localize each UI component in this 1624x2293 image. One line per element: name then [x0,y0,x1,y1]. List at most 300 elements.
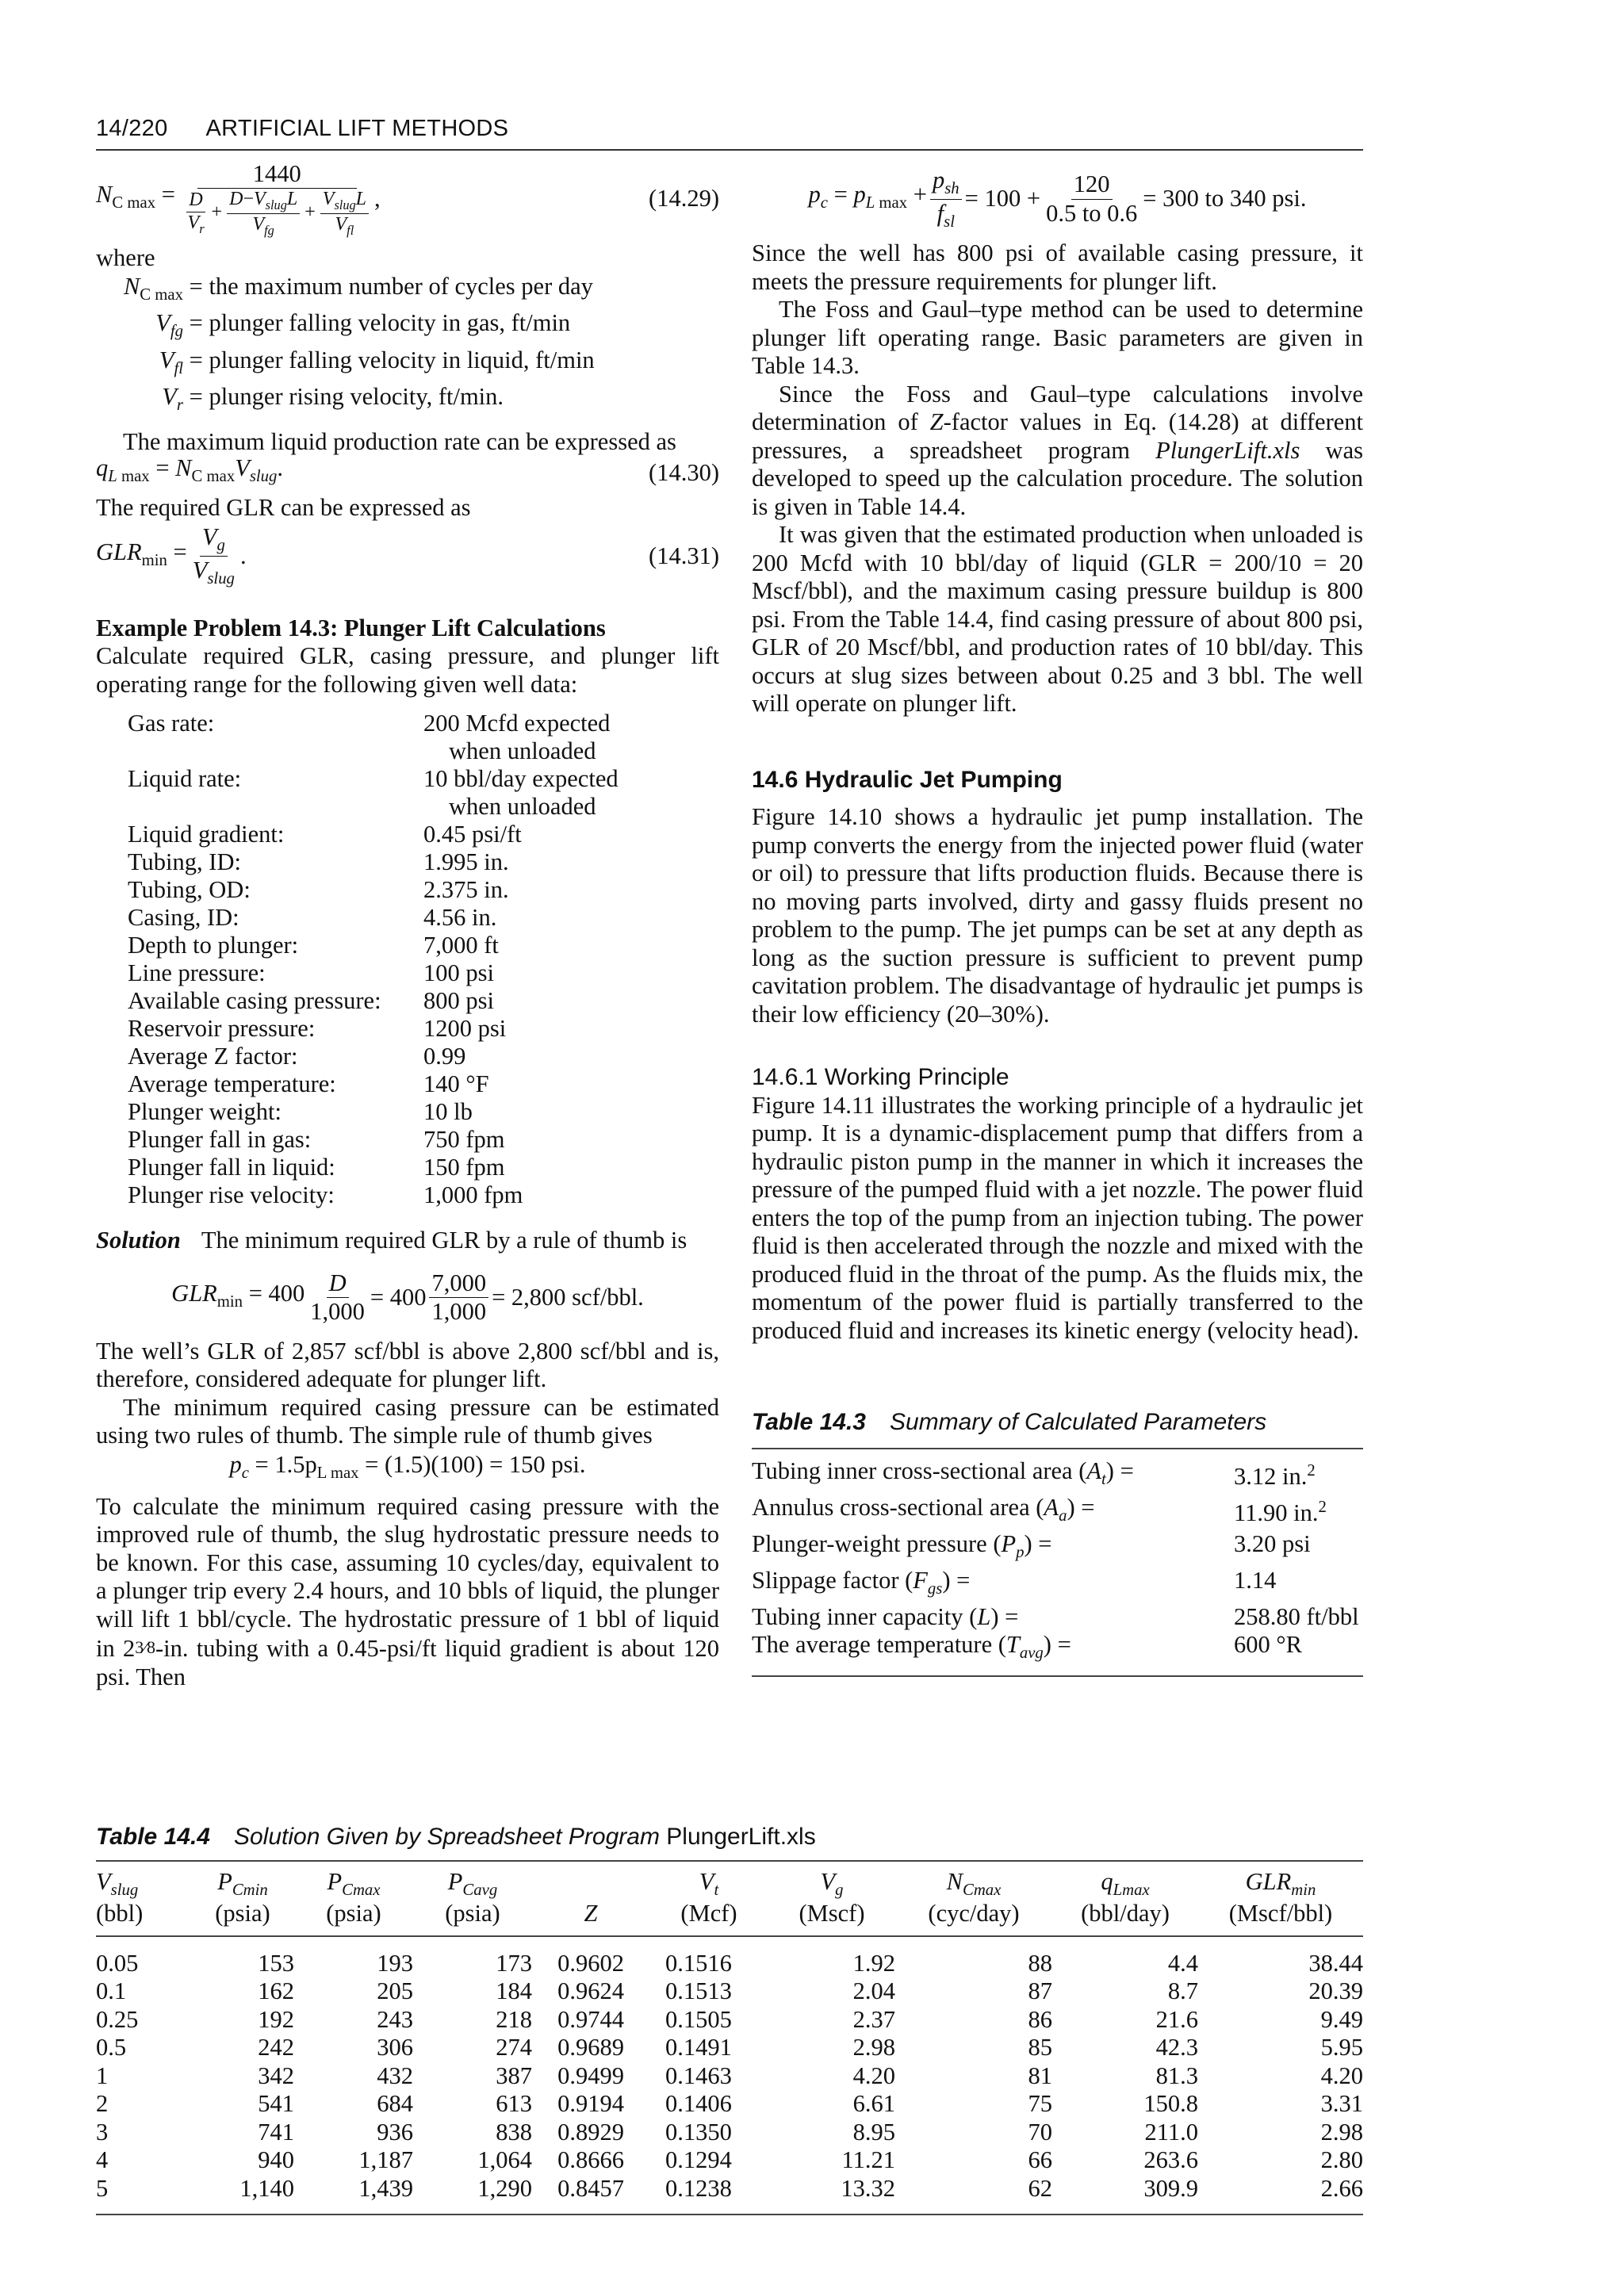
equation-number: (14.29) [649,185,719,212]
data-key: Reservoir pressure: [128,1015,316,1043]
table-cell: 1,439 [358,2174,413,2202]
table-cell: 613 [496,2090,532,2118]
param-label: Tubing inner capacity ( [752,1602,978,1630]
table-cell: 432 [377,2061,413,2089]
param-label: Plunger-weight pressure ( [752,1529,1002,1557]
data-row [128,987,719,1015]
equation-number: (14.31) [649,542,719,570]
glr-eq-num: 7,000 [429,1269,488,1298]
table-cell: 11.21 [841,2146,895,2174]
table-cell: 173 [496,1949,532,1977]
column-header [191,1868,294,1900]
table-row [752,1494,1363,1530]
table-14-4 [96,1824,1363,2215]
table-cell: 13.32 [841,2174,895,2202]
column-header [895,1868,1052,1900]
paragraph-estimated-production: It was given that the estimated production when unloaded is 200 Mcfd with 10 bbl/day of liquid (GLR = 200/10 = 20 Mscf/bbl), and the maximum casing pressure buildup is 800 psi. From the Table 14.4, find casing pressure of about 800 psi, GLR of 20 Mscf/bbl, and production rates of 10 bbl/day. This occurs at slug sizes between about 0.25 and 3 bbl. The well will operate on plunger lift. [752,521,1363,717]
column-unit: (Mscf/bbl) [1228,1900,1333,1927]
table-cell: 1.92 [852,1949,895,1977]
equation-14-31: $GLR_{min}$ = $\frac{V_g}{V_{slug}}$ . (14.31) [96,523,719,588]
param-name: Tubing inner cross-sectional area $(A_t)$ = [752,1457,1134,1488]
table-cell: 81 [1028,2061,1052,2089]
table-cell: 1,290 [477,2174,532,2202]
table-14-3 [752,1457,1363,1667]
table-cell: 4 [96,2146,109,2174]
data-row-continuation [128,737,719,765]
p3-text: -factor values in Eq. (14.28) at different pressures, a spreadsheet program [752,408,1363,464]
data-key: Plunger fall in gas: [128,1126,312,1154]
improved-text: To calculate the minimum required casing pressure with the improved rule of thumb, the slug hydrostatic pressure needs to be known. For this case, assuming 10 cycles/day, equivalent to a plunger trip every 2.4 hours, and 10 bbls of liquid, the plunger will lift 1 bbl/cycle. The hydrostatic pressure of 1 bbl of liquid in 2 [96,1492,719,1663]
paragraph-max-liquid: The maximum liquid production rate can be expressed as [123,427,676,455]
param-name: Plunger-weight pressure $(P_p)$ = [752,1529,1052,1561]
solution-text: The minimum required GLR by a rule of thumb is [201,1227,688,1254]
data-key: Liquid rate: [128,765,242,793]
param-name: Annulus cross-sectional area $(A_a)$ = [752,1493,1095,1525]
table-row [96,2146,1363,2175]
table-top-rule [96,1860,1363,1862]
section-title: 14.6 Hydraulic Jet Pumping [752,766,1063,793]
table-cell: 2.04 [852,1977,895,2005]
data-row [128,904,719,932]
data-key: Plunger fall in liquid: [128,1154,335,1181]
pc2-eq-num: 120 [1071,170,1113,199]
data-value: when unloaded [449,793,596,821]
table-cell: 0.1505 [665,2005,732,2033]
data-key: Available casing pressure: [128,987,381,1015]
subsection-paragraph: Figure 14.11 illustrates the working principle of a hydraulic jet pump. It is a dynamic-displacement pump that differs from a hydraulic piston pump in the manner in which it increases the pressure of the pumped fluid with a jet nozzle. The power fluid enters the top of the pump from an injection tubing. The power fluid is then accelerated through the nozzle and mixed with the produced fluid in the throat of the pump. As the fluids mix, the momentum of the power fluid is partially transferred to the produced fluid and increases its kinetic energy (velocity head). [752,1091,1363,1344]
param-label: The average temperature ( [752,1630,1006,1658]
header-subscript: t [714,1881,719,1900]
table-cell: 21.6 [1155,2005,1198,2033]
data-row [128,710,719,737]
param-subscript: t [1101,1470,1106,1488]
page-number: 14/220 [96,116,168,141]
section-paragraph: Figure 14.10 shows a hydraulic jet pump installation. The pump converts the energy from the injected power fluid (water or oil) to pressure that lifts production fluids. Because there is no moving parts involved, dirty and gassy fluids present no problem to the pump. The jet pumps can be set at any depth as long as the suction pressure is sufficient to prevent pump cavitation problem. The disadvantage of hydraulic jet pumps is their low efficiency (20–30%). [752,803,1363,1028]
column-unit: (bbl) [96,1900,144,1927]
table-bottom-rule [752,1675,1363,1677]
table-header-rule [96,1935,1363,1937]
data-row [128,1070,719,1098]
table-row [752,1530,1363,1567]
data-value: when unloaded [449,737,596,765]
pc-equation-simple: $p_c = 1.5p_{L max} = (1.5)(100) = 150$ psi. [229,1450,586,1482]
right-column [752,165,1363,1677]
table-cell: 0.1463 [665,2061,732,2089]
where-label: where [96,244,155,271]
table-cell: 86 [1028,2005,1052,2033]
table-top-rule [752,1448,1363,1449]
param-subscript: gs [927,1579,943,1598]
header-subscript: Cmax [342,1881,381,1900]
data-key: Plunger rise velocity: [128,1181,335,1209]
table-cell: 8.95 [852,2118,895,2146]
data-value: 0.99 [423,1043,466,1070]
table-cell: 20.39 [1308,1977,1363,2005]
table-cell: 1,064 [477,2146,532,2174]
tubing-fraction: 3⁄8 [135,1637,155,1658]
table-caption: Solution Given by Spreadsheet Program [233,1824,660,1850]
data-row-continuation [128,793,719,821]
header-subscript: g [835,1881,844,1900]
paragraph-wells-glr: The well’s GLR of 2,857 scf/bbl is above 2,800 scf/bbl and is, therefore, considered adequate for plunger lift. [96,1337,719,1393]
well-data-list [128,710,719,1209]
pc2-eq-part: + [913,180,927,208]
column-unit: (psia) [445,1900,500,1927]
param-value [1234,1603,1359,1631]
param-value [1234,1530,1311,1567]
data-key: Tubing, OD: [128,876,251,904]
table-row [752,1631,1363,1667]
data-key: Liquid gradient: [128,821,285,848]
table-label: Table 14.4 [96,1824,210,1850]
table-cell: 153 [258,1949,294,1977]
table-cell: 2.80 [1320,2146,1363,2174]
data-key-empty [128,737,423,765]
table-cell: 0.9744 [557,2005,624,2033]
header-symbol: GLR [1245,1868,1292,1895]
param-value-text: 11.90 in. [1234,1499,1319,1526]
column-header [532,1868,649,1900]
table-cell: 940 [258,2146,294,2174]
example-title: Example Problem 14.3: Plunger Lift Calculations [96,614,606,641]
table-label: Table 14.3 [752,1409,866,1435]
param-symbol: F [913,1566,928,1594]
running-title: ARTIFICIAL LIFT METHODS [205,116,509,141]
data-value: 10 lb [423,1098,473,1126]
table-header [96,1868,1363,1927]
pc2-eq-part: = 100 + [964,185,1041,212]
table-cell: 184 [496,1977,532,2005]
param-label: Slippage factor ( [752,1566,914,1594]
header-symbol: V [820,1868,836,1895]
table-cell: 0.9194 [557,2090,624,2118]
table-cell: 2 [96,2090,109,2118]
data-row [128,1181,719,1209]
data-value: 800 psi [423,987,494,1015]
eq-numerator: 1440 [197,160,357,189]
data-value: 1.995 in. [423,848,509,876]
data-value: 200 Mcfd expected [423,710,611,737]
table-cell: 387 [496,2061,532,2089]
table-cell: 684 [377,2090,413,2118]
param-value [1234,1494,1327,1530]
data-key: Plunger weight: [128,1098,282,1126]
param-symbol: L [977,1602,991,1630]
table-cell: 88 [1028,1949,1052,1977]
running-header [96,116,1365,142]
data-row [128,1043,719,1070]
program-name: PlungerLift.xls [666,1824,816,1850]
table-cell: 0.8929 [557,2118,624,2146]
def-vfl: $V_{fl}$ = plunger falling velocity in liquid, ft/min [159,346,595,377]
p3-text: was developed to speed up the calculation procedure. The solution is given in Table 14.4. [752,436,1363,520]
table-cell: 2.37 [852,2005,895,2033]
header-subscript: min [1291,1881,1316,1900]
equation-14-30: $q_L$ $_{max} = N_{C max}V_{slug}$. (14.30) [96,454,719,486]
column-header [294,1868,413,1900]
subsection-title: 14.6.1 Working Principle [752,1064,1009,1090]
table-cell: 62 [1028,2174,1052,2202]
table-cell: 838 [496,2118,532,2146]
table-row [752,1457,1363,1494]
header-symbol: q [1101,1868,1113,1895]
table-cell: 0.9624 [557,1977,624,2005]
table-cell: 218 [496,2005,532,2033]
data-row [128,1015,719,1043]
data-value: 4.56 in. [423,904,497,932]
equation-number: (14.30) [649,458,719,486]
pc2-eq-den: 0.5 to 0.6 [1046,199,1138,227]
table-cell: 0.1238 [665,2174,732,2202]
param-name: Slippage factor $(F_{gs})$ = [752,1566,971,1598]
data-row [128,848,719,876]
solution-paragraph [96,1227,719,1255]
table-cell: 309.9 [1143,2174,1198,2202]
table-cell: 192 [258,2005,294,2033]
paragraph-required-glr: The required GLR can be expressed as [96,494,471,522]
param-subscript: avg [1019,1644,1044,1662]
def-vr: $V_r$ = plunger rising velocity, ft/min. [162,383,504,415]
def-vfg: $V_{fg}$ = plunger falling velocity in gas, ft/min [155,309,571,341]
table-cell: 0.9499 [557,2061,624,2089]
data-row [128,959,719,987]
program-name: PlungerLift.xls [1155,436,1300,464]
glr-eq-den: 1,000 [431,1298,487,1326]
table-cell: 242 [258,2034,294,2061]
column-unit: (psia) [326,1900,381,1927]
table-cell: 263.6 [1143,2146,1198,2174]
table-cell: 0.1350 [665,2118,732,2146]
header-subscript: Cavg [462,1881,498,1900]
table-cell: 66 [1028,2146,1052,2174]
table-cell: 6.61 [852,2090,895,2118]
data-row [128,1098,719,1126]
param-value-text: 1.14 [1234,1566,1277,1594]
table-cell: 0.8666 [557,2146,624,2174]
column-unit: (bbl/day) [1081,1900,1170,1927]
table-cell: 1,140 [239,2174,294,2202]
table-cell: 162 [258,1977,294,2005]
table-cell: 70 [1028,2118,1052,2146]
table-row [96,2034,1363,2062]
table-cell: 0.8457 [557,2174,624,2202]
paragraph-improved-rule [96,1493,719,1692]
left-column [96,159,719,1691]
table-cell: 0.1406 [665,2090,732,2118]
table-row [96,2006,1363,2035]
table-cell: 243 [377,2005,413,2033]
table-bottom-rule [96,2214,1363,2215]
data-value: 140 °F [423,1070,489,1098]
table-row [96,2175,1363,2203]
paragraph-spreadsheet: Since the Foss and Gaul–type calculations involve determination of Z-factor values in Eq. (14.28) at different pressures, a spreadsheet program PlungerLift.xls was developed to speed up the calculation procedure. The solution is given in Table 14.4. [752,380,1363,520]
data-key: Gas rate: [128,710,215,737]
data-row [128,765,719,793]
table-cell: 0.1513 [665,1977,732,2005]
table-cell: 0.05 [96,1949,139,1977]
column-header [413,1868,532,1900]
table-cell: 5 [96,2174,109,2202]
data-row [128,1126,719,1154]
header-subscript: Lmax [1113,1881,1150,1900]
table-cell: 0.9689 [557,2034,624,2061]
data-value: 750 fpm [423,1126,505,1154]
column-unit: (Mscf) [799,1900,865,1927]
table-cell: 0.1 [96,1977,127,2005]
header-symbol: P [447,1868,463,1895]
pc2-eq-part: = 300 to 340 psi. [1143,185,1307,212]
data-row [128,876,719,904]
p3-text: Since the Foss and Gaul–type calculations involve determination of [752,380,1363,435]
equation-14-29: $N_{C max}$ = 1440 $\frac{D}{V_r}$ + $\frac{D-V_{slug}L}{V_{fg}}$ + $\frac{V_{slug}L}{V_{fl}}$ , (14.29) [96,159,719,238]
column-header [96,1868,191,1900]
table-row [96,1950,1363,1978]
header-symbol: P [217,1868,232,1895]
data-key: Casing, ID: [128,904,239,932]
table-cell: 150.8 [1143,2090,1198,2118]
table-body [96,1950,1363,2203]
paragraph-foss-gaul: The Foss and Gaul–type method can be used to determine plunger lift operating range. Basic parameters are given in Table 14.3. [752,296,1363,379]
header-symbols-row [96,1868,1363,1900]
glr-eq-part: = 400 [370,1284,427,1311]
data-value: 10 bbl/day expected [423,765,619,793]
header-subscript: slug [110,1881,139,1900]
header-symbol: V [96,1868,111,1895]
table-cell: 936 [377,2118,413,2146]
table-cell: 87 [1028,1977,1052,2005]
data-key: Tubing, ID: [128,848,241,876]
table-cell: 741 [258,2118,294,2146]
table-cell: 205 [377,1977,413,2005]
table-cell: 193 [377,1949,413,1977]
data-row [128,821,719,848]
table-14-4-caption [96,1824,1363,1851]
table-cell: 2.98 [1320,2118,1363,2146]
param-value-text: 3.20 psi [1234,1529,1311,1557]
header-subscript: Cmin [232,1881,268,1900]
param-symbol: A [1044,1493,1059,1521]
table-cell: 0.1491 [665,2034,732,2061]
column-header [1052,1868,1198,1900]
header-subscript: Cmax [962,1881,1002,1900]
definition-list [121,273,719,420]
data-key: Average temperature: [128,1070,336,1098]
param-symbol: T [1005,1630,1020,1658]
param-label: Tubing inner cross-sectional area ( [752,1457,1087,1484]
param-symbol: A [1086,1457,1102,1484]
pc-equation-improved: $p_c = p_L$ $_{max}$ + $\frac{p_{sh}}{f_{sl}}$ = 100 + $\frac{120}{0.5 to 0.6}$ = 300 to 340 psi. [808,166,1307,231]
table-cell: 4.20 [852,2061,895,2089]
paragraph-min-casing: The minimum required casing pressure can be estimated using two rules of thumb. The simple rule of thumb gives [96,1393,719,1449]
table-cell: 75 [1028,2090,1052,2118]
header-symbol: V [699,1868,714,1895]
table-row [96,1977,1363,2006]
header-symbol: N [946,1868,963,1895]
solution-label: Solution [96,1227,181,1254]
table-cell: 2.66 [1320,2174,1363,2202]
param-name: The average temperature $(T_{avg})$ = [752,1630,1071,1662]
table-cell: 4.4 [1167,1949,1198,1977]
table-cell: 4.20 [1320,2061,1363,2089]
data-key: Depth to plunger: [128,932,299,959]
param-label: Annulus cross-sectional area ( [752,1493,1044,1521]
pc-eq-part: = (1.5)(100) = 150 psi. [358,1450,586,1478]
table-cell: 9.49 [1320,2005,1363,2033]
data-key: Line pressure: [128,959,266,987]
table-cell: 541 [258,2090,294,2118]
table-row [96,2062,1363,2091]
table-row [96,2090,1363,2119]
param-superscript: 2 [1318,1498,1327,1516]
param-value-text: 258.80 ft/bbl [1234,1602,1359,1630]
param-name: Tubing inner capacity (L) = [752,1602,1019,1630]
param-value [1234,1631,1302,1667]
table-cell: 306 [377,2034,413,2061]
glr-eq-part: = 400 [248,1279,305,1307]
table-cell: 211.0 [1144,2118,1198,2146]
table-cell: 1,187 [358,2146,413,2174]
table-cell: 0.9602 [557,1949,624,1977]
table-cell: 3 [96,2118,109,2146]
table-caption: Summary of Calculated Parameters [889,1409,1267,1435]
table-cell: 85 [1028,2034,1052,2061]
header-rule [96,149,1363,151]
data-value: 7,000 ft [423,932,499,959]
glr-eq-part: = 2,800 scf/bbl. [492,1284,644,1311]
param-subscript: a [1059,1506,1067,1525]
column-header [768,1868,895,1900]
table-row [752,1567,1363,1603]
table-cell: 274 [496,2034,532,2061]
table-cell: 0.5 [96,2034,127,2061]
param-superscript: 2 [1307,1461,1316,1480]
def-ncmax: $N_{C max}$ = the maximum number of cycles per day [123,272,593,304]
header-symbol: P [327,1868,343,1895]
column-unit: (cyc/day) [928,1900,1020,1927]
table-cell: 1 [96,2061,109,2089]
improved-text-end: -in. tubing with a 0.45-psi/ft liquid gradient is about 120 psi. Then [96,1635,719,1690]
table-cell: 5.95 [1320,2034,1363,2061]
header-units-row [96,1900,1363,1927]
column-header [649,1868,768,1900]
column-unit: Z [584,1900,598,1927]
param-value-text: 600 °R [1234,1630,1302,1658]
pc-eq-part: = 1.5p [255,1450,317,1478]
table-14-3-caption [752,1408,1363,1437]
data-key: Average Z factor: [128,1043,298,1070]
param-value [1234,1457,1316,1494]
table-cell: 81.3 [1155,2061,1198,2089]
data-value: 1,000 fpm [423,1181,523,1209]
example-text: Calculate required GLR, casing pressure, and plunger lift operating range for the following given well data: [96,642,719,698]
param-value-text: 3.12 in. [1234,1462,1308,1490]
param-value [1234,1567,1276,1603]
table-cell: 0.1294 [665,2146,732,2174]
data-key-empty [128,793,423,821]
column-header [1198,1868,1363,1900]
data-value: 2.375 in. [423,876,509,904]
data-value: 1200 psi [423,1015,507,1043]
table-row [96,2119,1363,2147]
table-cell: 342 [258,2061,294,2089]
glr-eq-den: 1,000 [310,1298,365,1326]
param-symbol: P [1001,1529,1017,1557]
table-cell: 0.1516 [665,1949,732,1977]
data-row [128,932,719,959]
table-row [752,1603,1363,1631]
glr-eq-num: D [327,1269,349,1298]
table-cell: 8.7 [1167,1977,1198,2005]
